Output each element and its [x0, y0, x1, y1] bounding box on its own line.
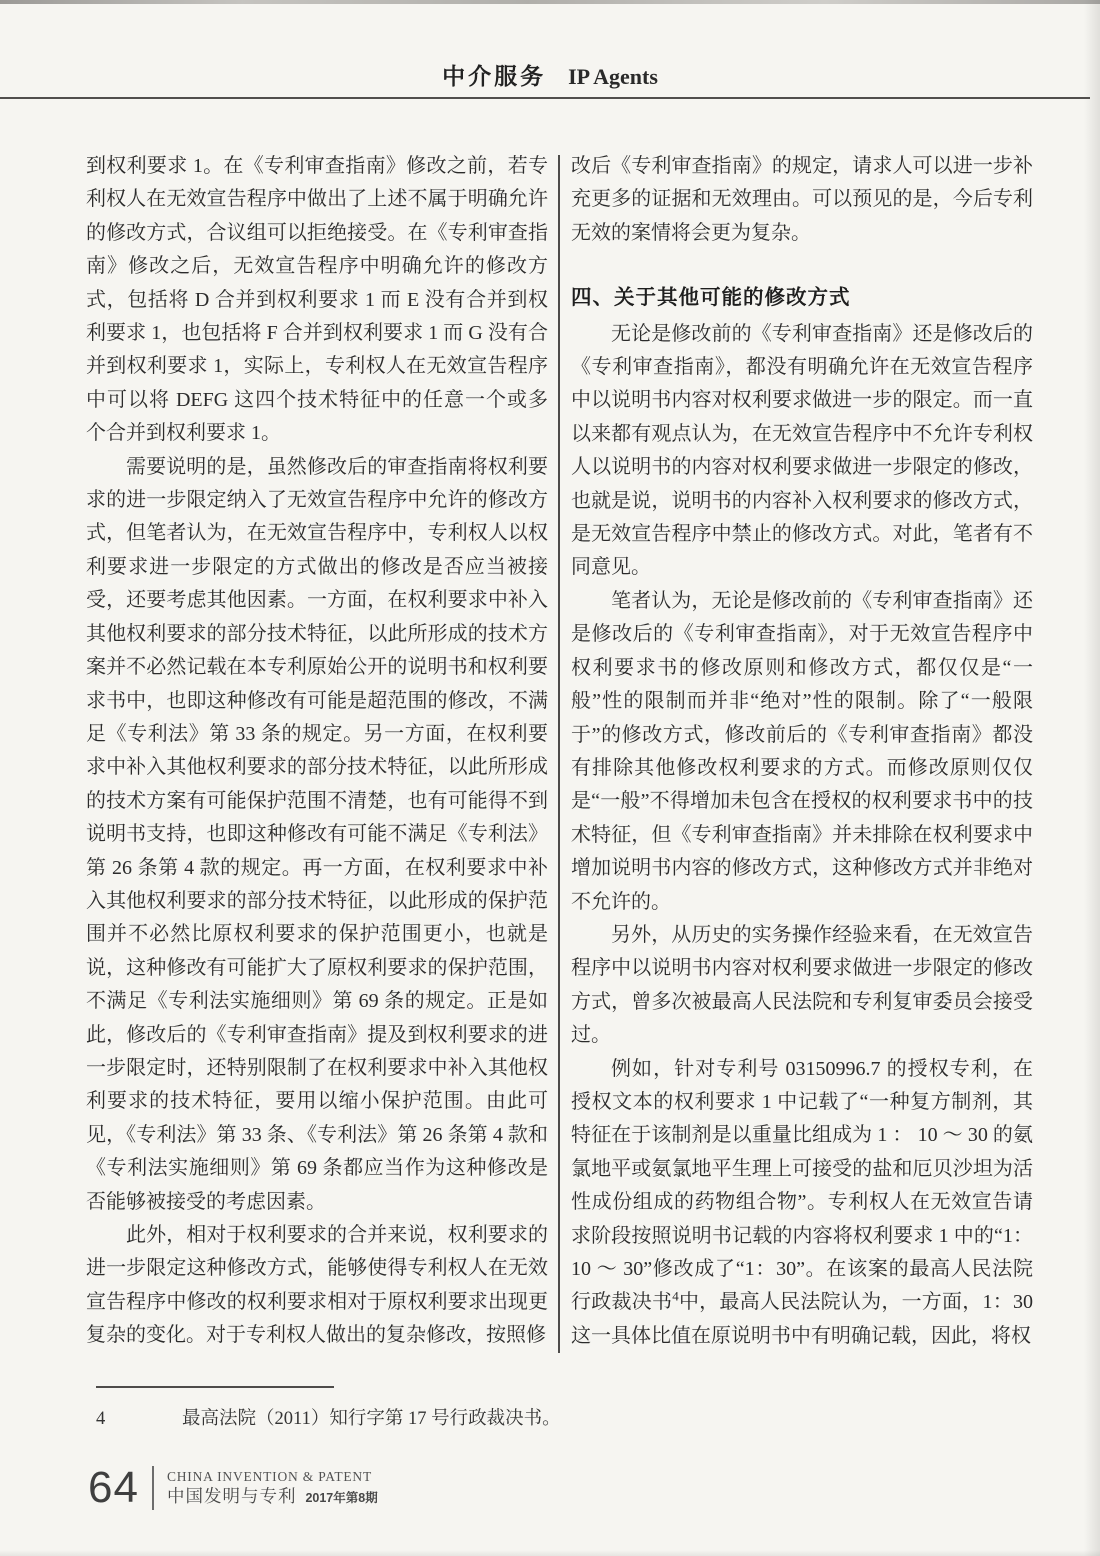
footnote-text: 最高法院（2011）知行字第 17 号行政裁决书。 [182, 1409, 561, 1429]
journal-issue: 2017年第8期 [305, 1490, 378, 1505]
paragraph: 笔者认为，无论是修改前的《专利审查指南》还是修改后的《专利审查指南》，对于无效宣告程序中权利要求书的修改原则和修改方式，都仅仅是“一般”性的限制而并非“绝对”性的限制。除了“一般限于”的修改方式，修改前后的《专利审查指南》都没有排除其他修改权利要求的方式。而修改原则仅仅是“一般”不得增加未包含在授权的权利要求书中的技术特征，但《专利审查指南》并未排除在权利要求中增加说明书内容的修改方式，这种修改方式并非绝对不允许的。 [571, 589, 1033, 913]
paragraph: 此外，相对于权利要求的合并来说，权利要求的进一步限定这种修改方式，能够使得专利权人在无效宣告程序中修改的权利要求相对于原权利要求出现更复杂的变化。对于专利权人做出的复杂修改，按照修 [86, 1224, 548, 1347]
paragraph-text: 例如，针对专利号 03150996.7 的授权专利，在授权文本的权利要求 1 中记载了“一种复方制剂，其特征在于该制剂是以重量比组成为 1 ： 10 ～ 30 的氨氯地平或氨氯地平生理上可接受的盐和厄贝沙坦为活性成份组成的药物组合物”。专利权人在无效宣告请求阶段按照说明书记载的内容将权利要求 1 中的“1：10 ～ 30”修改成了“1：30”。在该案的最高人民法院行政裁决书 [571, 1057, 1033, 1314]
header-rule [0, 97, 1090, 99]
paragraph-text: 中，最高人民法院认为，一方面，1：30 这一具体比值在原说明书中有明确记载，因此，将权 [571, 1291, 1034, 1347]
footnote-block [96, 1386, 566, 1430]
article-body [86, 150, 1033, 1353]
section-title-chinese: 中介服务 [442, 63, 547, 89]
page-number: 64 [88, 1463, 139, 1512]
scan-right-edge-shading [1084, 0, 1100, 1556]
column-divider-rule [558, 155, 560, 1353]
paragraph-with-footnote-ref [571, 1053, 1033, 1354]
paragraph: 需要说明的是，虽然修改后的审查指南将权利要求的进一步限定纳入了无效宣告程序中允许的修改方式，但笔者认为，在无效宣告程序中，专利权人以权利要求进一步限定的方式做出的修改是否应当被接受，还要考虑其他因素。一方面，在权利要求中补入其他权利要求的部分技术特征，以此所形成的技术方案并不必然记载在本专利原始公开的说明书和权利要求书中，也即这种修改有可能是超范围的修改，不满足《专利法》第 33 条的规定。另一方面，在权利要求中补入其他权利要求的部分技术特征，以此所形成的技术方案有可能保护范围不清楚，也有可能得不到说明书支持，也即这种修改有可能不满足《专利法》第 26 条第 4 款的规定。再一方面，在权利要求中补入其他权利要求的部分技术特征，以此形成的保护范围并不必然比原权利要求的保护范围更小，也就是说，这种修改有可能扩大了原权利要求的保护范围，不满足《专利法实施细则》第 69 条的规定。正是如此，修改后的《专利审查指南》提及到权利要求的进一步限定时，还特别限制了在权利要求中补入其他权利要求的技术特征，要用以缩小保护范围。由此可见，《专利法》第 33 条、《专利法》第 26 条第 4 款和《专利法实施细则》第 69 条都应当作为这种修改是否能够被接受的考虑因素。 [86, 455, 548, 1213]
page-footer [88, 1463, 378, 1512]
journal-name-row [167, 1486, 378, 1507]
footnote-rule [96, 1386, 334, 1388]
footnote-number: 4 [96, 1409, 106, 1429]
footer-divider-rule [152, 1466, 154, 1510]
scan-bottom-edge-shading [0, 1550, 1100, 1556]
footnote [96, 1404, 566, 1430]
page-header [0, 58, 1100, 91]
left-column [86, 150, 548, 1353]
right-column [571, 150, 1033, 1353]
paragraph: 另外，从历史的实务操作经验来看，在无效宣告程序中以说明书内容对权利要求做进一步限定的修改方式，曾多次被最高人民法院和专利复审委员会接受过。 [571, 923, 1033, 1047]
journal-name-english: CHINA INVENTION & PATENT [166, 1469, 373, 1485]
paragraph-continuation: 到权利要求 1。在《专利审查指南》修改之前，若专利权人在无效宣告程序中做出了上述不属于明确允许的修改方式，合议组可以拒绝接受。在《专利审查指南》修改之后，无效宣告程序中明确允许的修改方式，包括将 D 合并到权利要求 1 而 E 没有合并到权利要求 1，也包括将 F 合并到权利要求 1 而 G 没有合并到权利要求 1，实际上，专利权人在无效宣告程序中可以将 DEFG 这四个技术特征中的任意一个或多个合并到权利要求 1。 [86, 155, 548, 445]
footnote-reference-marker: 4 [672, 1288, 679, 1304]
section-title-english: IP Agents [568, 64, 658, 89]
paragraph: 无论是修改前的《专利审查指南》还是修改后的《专利审查指南》，都没有明确允许在无效宣告程序中以说明书内容对权利要求做进一步的限定。而一直以来都有观点认为，在无效宣告程序中不允许专利权人以说明书的内容对权利要求做进一步限定的修改，也就是说，说明书的内容补入权利要求的修改方式，是无效宣告程序中禁止的修改方式。对此，笔者有不同意见。 [571, 322, 1033, 579]
journal-name-chinese: 中国发明与专利 [166, 1485, 297, 1506]
scan-top-edge-artifact [0, 0, 1100, 4]
section-heading-4: 四、关于其他可能的修改方式 [571, 286, 851, 310]
journal-identity [167, 1469, 378, 1506]
paragraph-continuation: 改后《专利审查指南》的规定，请求人可以进一步补充更多的证据和无效理由。可以预见的是，今后专利无效的案情将会更为复杂。 [571, 155, 1033, 244]
